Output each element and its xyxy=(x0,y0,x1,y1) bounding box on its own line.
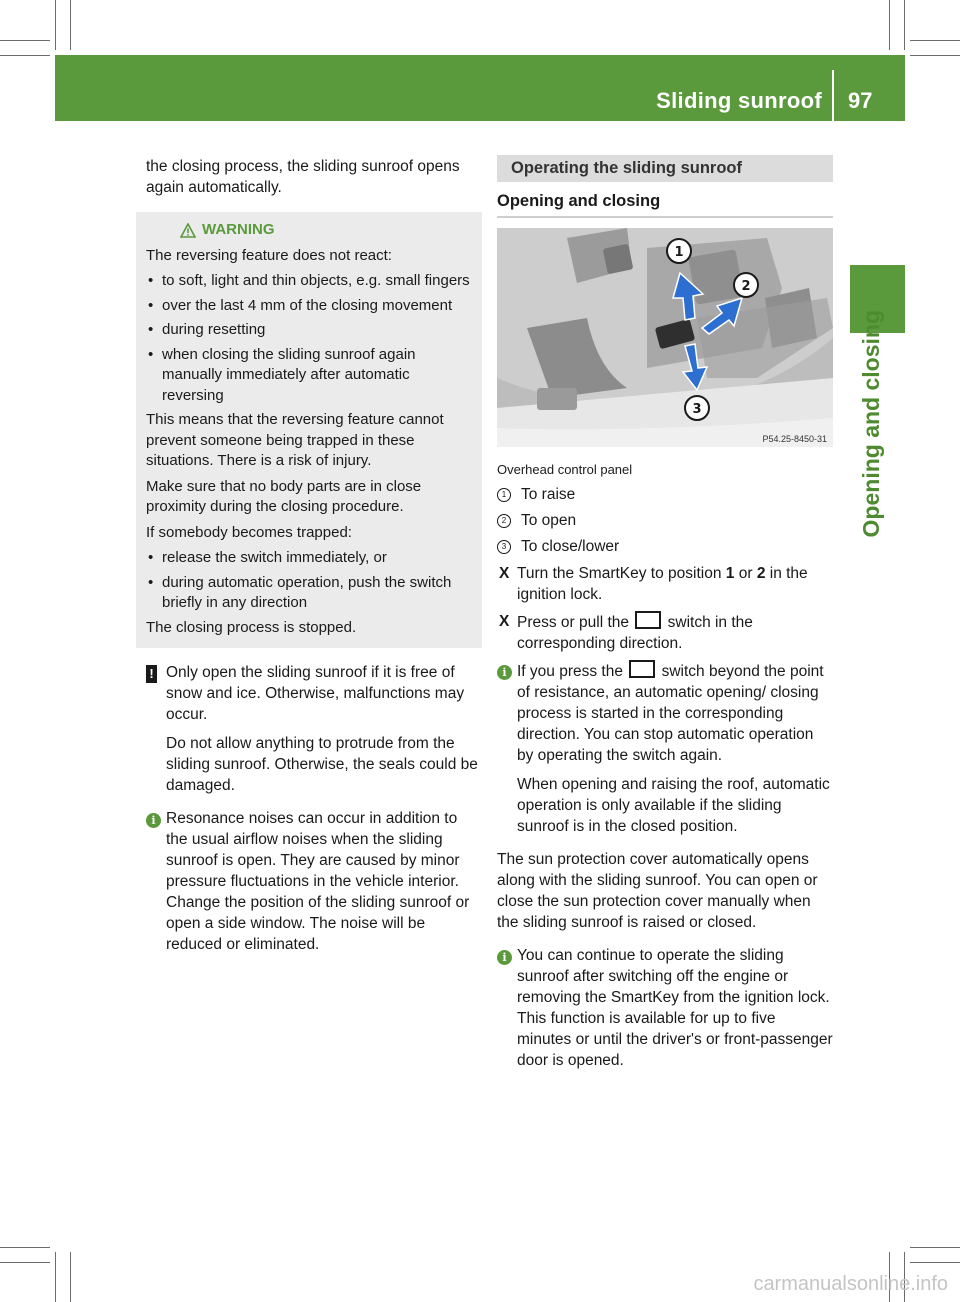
crop-mark xyxy=(70,1252,71,1302)
intro-text: the closing process, the sliding sunroof opens again automatically. xyxy=(146,158,460,196)
warning-text: The closing process is stopped. xyxy=(146,618,357,636)
warning-text: If somebody becomes trapped: xyxy=(146,523,352,541)
caution-icon: ! xyxy=(146,665,157,683)
crop-mark xyxy=(55,0,56,50)
sub-heading: Opening and closing xyxy=(497,191,833,218)
callout-1: 1 xyxy=(674,245,684,260)
legend-number: 3 xyxy=(497,540,511,554)
crop-mark xyxy=(0,1247,50,1248)
warning-heading xyxy=(180,220,474,241)
note-text: Resonance noises can occur in addition to the usual airflow noises when the sliding sunroof is open. They are caused by minor pressure fluctuations in the vehicle interior. Change the position of the sliding sunroof or open a side window. The noise will be reduced or eliminated. xyxy=(166,810,470,953)
info-note xyxy=(497,660,833,837)
step-text: Turn the SmartKey to position xyxy=(517,565,726,582)
list-item: • over the last 4 mm of the closing movement xyxy=(146,296,474,317)
step-arrow-icon: X xyxy=(499,613,510,630)
crop-mark xyxy=(904,0,905,50)
chapter-title: Opening and closing xyxy=(858,310,884,538)
warning-triangle-icon xyxy=(180,223,196,238)
crop-mark xyxy=(910,1262,960,1263)
image-caption: Overhead control panel xyxy=(497,462,633,477)
crop-mark xyxy=(910,1247,960,1248)
list-item: • when closing the sliding sunroof again manually immediately after automatic reversing xyxy=(146,345,474,407)
list-item: • release the switch immediately, or xyxy=(146,548,474,569)
step-text: switch in the corresponding direction. xyxy=(517,614,753,652)
warning-text: Make sure that no body parts are in close proximity during the closing procedure. xyxy=(146,477,422,515)
sunroof-switch-icon xyxy=(635,611,661,629)
info-icon: i xyxy=(497,665,512,680)
sunroof-switch-icon xyxy=(629,660,655,678)
step-arrow-icon: X xyxy=(499,565,510,582)
page-number: 97 xyxy=(848,88,873,113)
crop-mark xyxy=(0,55,50,56)
body-paragraph: The sun protection cover automatically opens along with the sliding sunroof. You can open or close the sun protection cover manually when the sliding sunroof is raised or closed. xyxy=(497,851,818,931)
overhead-panel-photo xyxy=(497,228,833,447)
legend-item xyxy=(497,510,833,531)
info-icon: i xyxy=(146,813,161,828)
image-code: P54.25-8450-31 xyxy=(762,434,827,444)
crop-mark xyxy=(0,40,50,41)
crop-mark xyxy=(910,55,960,56)
position-value: 2 xyxy=(756,565,766,582)
crop-mark xyxy=(70,0,71,50)
step-text: Press or pull the xyxy=(517,614,634,631)
crop-mark xyxy=(910,40,960,41)
step-text: or xyxy=(734,565,757,582)
note-text: You can continue to operate the sliding sunroof after switching off the engine or removing the SmartKey from the ignition lock. This function is available for up to five minutes or until the driver's or front-passenger door is opened. xyxy=(517,947,833,1069)
header-divider xyxy=(832,70,834,121)
legend-text: To raise xyxy=(521,486,576,503)
note-text: Only open the sliding sunroof if it is free of snow and ice. Otherwise, malfunctions may occur. xyxy=(166,664,465,723)
crop-mark xyxy=(889,0,890,50)
warning-box xyxy=(136,212,482,648)
warning-list xyxy=(146,271,474,406)
legend-number: 2 xyxy=(497,514,511,528)
legend-item xyxy=(497,484,833,505)
list-item: • during automatic operation, push the switch briefly in any direction xyxy=(146,573,474,614)
watermark: carmanualsonline.info xyxy=(753,1273,948,1295)
step-text: in the ignition lock. xyxy=(517,565,808,603)
callout-2: 2 xyxy=(741,279,751,294)
info-icon: i xyxy=(497,950,512,965)
note-text: When opening and raising the roof, automatic operation is only available if the sliding sunroof is in the closed position. xyxy=(517,776,830,835)
warning-lead: The reversing feature does not react: xyxy=(146,246,392,264)
position-value: 1 xyxy=(725,565,735,582)
left-column xyxy=(146,156,482,967)
legend-item xyxy=(497,536,833,557)
list-item: • during resetting xyxy=(146,320,474,341)
caution-note xyxy=(146,662,482,796)
warning-label: WARNING xyxy=(202,221,275,238)
section-heading: Operating the sliding sunroof xyxy=(497,155,833,182)
warning-text: This means that the reversing feature cannot prevent someone being trapped in these situations. There is a risk of injury. xyxy=(146,411,444,469)
callout-3: 3 xyxy=(692,402,702,417)
page-title: Sliding sunroof xyxy=(656,88,822,113)
crop-mark xyxy=(0,1262,50,1263)
note-text: If you press the switch beyond the point of resistance, an automatic opening/ closing process is started in the corresponding direction. You can stop automatic operation by operating the switch again. xyxy=(517,660,833,766)
info-note xyxy=(146,808,482,955)
legend-number: 1 xyxy=(497,488,511,502)
right-column xyxy=(497,155,833,1083)
note-text: Do not allow anything to protrude from the sliding sunroof. Otherwise, the seals could be damaged. xyxy=(166,735,478,794)
list-item: • to soft, light and thin objects, e.g. small fingers xyxy=(146,271,474,292)
legend-list xyxy=(497,484,833,557)
info-note xyxy=(497,945,833,1071)
warning-list xyxy=(146,548,474,614)
legend-text: To close/lower xyxy=(521,538,620,555)
legend-text: To open xyxy=(521,512,577,529)
instruction-step xyxy=(497,563,833,605)
instruction-step xyxy=(497,611,833,654)
crop-mark xyxy=(55,1252,56,1302)
